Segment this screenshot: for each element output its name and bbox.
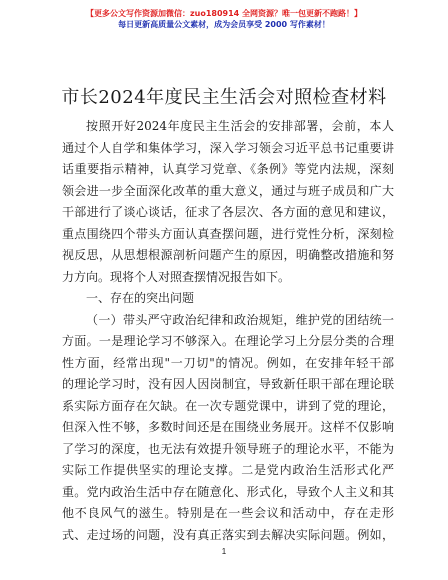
paragraph-1-line: 话重要指示精神，认真学习党章、《条例》等党内法规，深刻 — [62, 162, 394, 176]
paragraph-1-line: 视反思，从思想根源剖析问题产生的原因，明确整改措施和努 — [62, 248, 394, 262]
paragraph-1-line: 通过个人自学和集体学习，深入学习领会习近平总书记重要讲 — [62, 140, 394, 155]
document-title: 市长2024年度民主生活会对照检查材料 — [61, 87, 387, 108]
document-body — [62, 116, 394, 546]
paragraph-2-line: （一）带头严守政治纪律和政治规矩，维护党的团结统一 — [86, 312, 394, 327]
paragraph-2-line: 但深入性不够，多数时间还是在围绕业务展开。这样不仅影响 — [62, 420, 394, 434]
promo-banner-line-1: 【更多公文写作资源加微信：zuo180914 全网资源？唯一包更新不跑路！】 — [85, 9, 363, 18]
paragraph-2-line: 了学习的深度，也无法有效提升领导班子的理论水平，不能为 — [62, 441, 394, 456]
promo-banner-line-2: 每日更新高质量公文素材，成为会员享受 2000 写作素材！ — [118, 20, 330, 29]
paragraph-2-line: 的理论学习时，没有因人因岗制宜，导致新任职干部在理论联 — [62, 377, 394, 391]
promo-banner — [0, 8, 448, 30]
paragraph-1-line: 按照开好2024年度民主生活会的安排部署，会前，本人 — [86, 119, 394, 133]
paragraph-1-line: 力方向。现将个人对照查摆情况报告如下。 — [62, 269, 291, 284]
paragraph-1-line: 重点围绕四个带头方面认真查摆问题，进行党性分析，深刻检 — [62, 226, 394, 241]
paragraph-2-line: 重。党内政治生活中存在随意化、形式化，导致个人主义和其 — [62, 484, 394, 499]
section-heading-1: 一、存在的突出问题 — [86, 291, 195, 305]
page-number: 1 — [221, 547, 227, 556]
paragraph-1-line: 领会进一步全面深化改革的重大意义，通过与班子成员和广大 — [62, 183, 394, 198]
paragraph-2-line: 系实际方面存在欠缺。在一次专题党课中，讲到了党的理论， — [62, 398, 394, 413]
paragraph-1-line: 干部进行了谈心谈话，征求了各层次、各方面的意见和建议， — [62, 205, 394, 219]
paragraph-2-line: 方面。一是理论学习不够深入。在理论学习上分层分类的合理 — [62, 334, 394, 348]
paragraph-2-line: 他不良风气的滋生。特别是在一些会议和活动中，存在走形 — [62, 506, 394, 520]
paragraph-2-line: 性方面，经常出现"一刀切"的情况。例如，在安排年轻干部 — [62, 355, 394, 370]
paragraph-2-line: 实际工作提供坚实的理论支撑。二是党内政治生活形式化严 — [62, 463, 394, 477]
paragraph-2-line: 式、走过场的问题，没有真正落实到去解决实际问题。例如， — [62, 527, 394, 542]
